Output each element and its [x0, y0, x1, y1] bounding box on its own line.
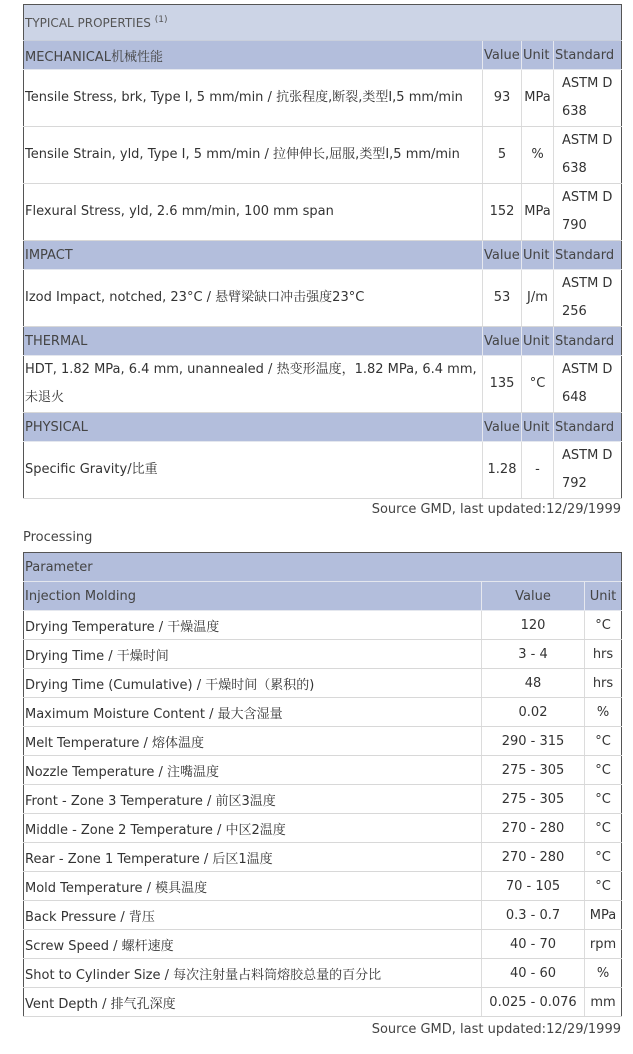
processing-parameter: Drying Time / 干燥时间: [24, 640, 482, 669]
property-row: [24, 70, 622, 127]
section-name: PHYSICAL: [24, 413, 483, 442]
processing-row: [24, 843, 622, 872]
property-standard: ASTM D 638: [554, 127, 622, 184]
processing-row: [24, 814, 622, 843]
processing-source: Source GMD, last updated:12/29/1999: [371, 1022, 621, 1037]
processing-unit: MPa: [585, 901, 622, 930]
property-name: Flexural Stress, yld, 2.6 mm/min, 100 mm span: [24, 184, 483, 241]
processing-parameter: Back Pressure / 背压: [24, 901, 482, 930]
property-unit: J/m: [522, 270, 554, 327]
processing-parameter: Front - Zone 3 Temperature / 前区3温度: [24, 785, 482, 814]
processing-parameter: Maximum Moisture Content / 最大含湿量: [24, 698, 482, 727]
typical-properties-table: [23, 4, 622, 499]
property-unit: %: [522, 127, 554, 184]
section-col-unit: Unit: [522, 413, 554, 442]
property-standard: ASTM D 792: [554, 442, 622, 499]
processing-row: [24, 988, 622, 1017]
property-value: 135: [483, 356, 522, 413]
processing-parameter: Mold Temperature / 模具温度: [24, 872, 482, 901]
section-col-value: Value: [483, 413, 522, 442]
property-standard: ASTM D 790: [554, 184, 622, 241]
section-col-standard: Standard: [554, 327, 622, 356]
processing-value: 40 - 70: [482, 930, 585, 959]
processing-value: 0.02: [482, 698, 585, 727]
processing-row: [24, 872, 622, 901]
processing-value: 70 - 105: [482, 872, 585, 901]
typical-properties-title-text: TYPICAL PROPERTIES: [25, 16, 151, 30]
processing-unit: %: [585, 959, 622, 988]
processing-parameter: Middle - Zone 2 Temperature / 中区2温度: [24, 814, 482, 843]
property-name: Tensile Stress, brk, Type I, 5 mm/min / 抗张程度,断裂,类型I,5 mm/min: [24, 70, 483, 127]
processing-unit: °C: [585, 872, 622, 901]
processing-value: 270 - 280: [482, 814, 585, 843]
processing-unit: %: [585, 698, 622, 727]
section-col-standard: Standard: [554, 41, 622, 70]
processing-row: [24, 640, 622, 669]
processing-unit: °C: [585, 756, 622, 785]
property-unit: MPa: [522, 184, 554, 241]
processing-parameter: Nozzle Temperature / 注嘴温度: [24, 756, 482, 785]
processing-unit: hrs: [585, 640, 622, 669]
section-row: [24, 41, 622, 70]
typical-properties-title-row: [24, 5, 622, 41]
processing-value: 275 - 305: [482, 756, 585, 785]
section-row: [24, 413, 622, 442]
processing-section-row: [24, 582, 622, 611]
property-name: HDT, 1.82 MPa, 6.4 mm, unannealed / 热变形温度，1.82 MPa, 6.4 mm, 未退火: [24, 356, 483, 413]
property-standard: ASTM D 648: [554, 356, 622, 413]
processing-unit: °C: [585, 843, 622, 872]
property-standard: ASTM D 256: [554, 270, 622, 327]
processing-parameter: Screw Speed / 螺杆速度: [24, 930, 482, 959]
processing-unit: °C: [585, 814, 622, 843]
processing-value: 290 - 315: [482, 727, 585, 756]
processing-row: [24, 756, 622, 785]
processing-section-name: Injection Molding: [24, 582, 482, 611]
section-col-unit: Unit: [522, 327, 554, 356]
processing-value: 120: [482, 611, 585, 640]
property-value: 93: [483, 70, 522, 127]
processing-value: 0.025 - 0.076: [482, 988, 585, 1017]
section-name: MECHANICAL机械性能: [24, 41, 483, 70]
property-unit: MPa: [522, 70, 554, 127]
section-name: IMPACT: [24, 241, 483, 270]
property-name: Specific Gravity/比重: [24, 442, 483, 499]
processing-row: [24, 930, 622, 959]
processing-unit: rpm: [585, 930, 622, 959]
processing-parameter: Shot to Cylinder Size / 每次注射量占料筒熔胶总量的百分比: [24, 959, 482, 988]
processing-row: [24, 698, 622, 727]
processing-value: 3 - 4: [482, 640, 585, 669]
processing-parameter: Drying Time (Cumulative) / 干燥时间（累积的): [24, 669, 482, 698]
section-row: [24, 241, 622, 270]
processing-label: Processing: [23, 530, 93, 545]
property-row: [24, 442, 622, 499]
property-name: Tensile Strain, yld, Type I, 5 mm/min / 拉伸伸长,屈服,类型I,5 mm/min: [24, 127, 483, 184]
section-col-value: Value: [483, 241, 522, 270]
section-col-standard: Standard: [554, 241, 622, 270]
property-row: [24, 270, 622, 327]
processing-col-value: Value: [482, 582, 585, 611]
processing-row: [24, 785, 622, 814]
property-value: 5: [483, 127, 522, 184]
processing-unit: hrs: [585, 669, 622, 698]
processing-parameter: Drying Temperature / 干燥温度: [24, 611, 482, 640]
section-col-standard: Standard: [554, 413, 622, 442]
property-name: Izod Impact, notched, 23°C / 悬臂梁缺口冲击强度23°C: [24, 270, 483, 327]
property-unit: °C: [522, 356, 554, 413]
processing-row: [24, 901, 622, 930]
property-value: 152: [483, 184, 522, 241]
typical-properties-source: Source GMD, last updated:12/29/1999: [371, 502, 621, 517]
processing-header-row: [24, 553, 622, 582]
property-unit: -: [522, 442, 554, 499]
processing-row: [24, 959, 622, 988]
processing-unit: °C: [585, 785, 622, 814]
processing-row: [24, 727, 622, 756]
processing-unit: °C: [585, 611, 622, 640]
processing-col-unit: Unit: [585, 582, 622, 611]
property-value: 53: [483, 270, 522, 327]
property-row: [24, 356, 622, 413]
property-row: [24, 127, 622, 184]
section-row: [24, 327, 622, 356]
section-col-unit: Unit: [522, 241, 554, 270]
processing-value: 40 - 60: [482, 959, 585, 988]
processing-parameter: Vent Depth / 排气孔深度: [24, 988, 482, 1017]
processing-value: 275 - 305: [482, 785, 585, 814]
processing-row: [24, 611, 622, 640]
processing-value: 270 - 280: [482, 843, 585, 872]
section-col-unit: Unit: [522, 41, 554, 70]
processing-unit: °C: [585, 727, 622, 756]
processing-parameter-header: Parameter: [24, 553, 622, 582]
processing-parameter: Rear - Zone 1 Temperature / 后区1温度: [24, 843, 482, 872]
property-standard: ASTM D 638: [554, 70, 622, 127]
processing-row: [24, 669, 622, 698]
section-col-value: Value: [483, 327, 522, 356]
typical-properties-title: [24, 5, 622, 41]
processing-parameter: Melt Temperature / 熔体温度: [24, 727, 482, 756]
processing-value: 48: [482, 669, 585, 698]
processing-value: 0.3 - 0.7: [482, 901, 585, 930]
typical-properties-footnote-mark: (1): [154, 15, 168, 25]
processing-unit: mm: [585, 988, 622, 1017]
processing-table: [23, 552, 622, 1017]
section-col-value: Value: [483, 41, 522, 70]
section-name: THERMAL: [24, 327, 483, 356]
property-row: [24, 184, 622, 241]
property-value: 1.28: [483, 442, 522, 499]
